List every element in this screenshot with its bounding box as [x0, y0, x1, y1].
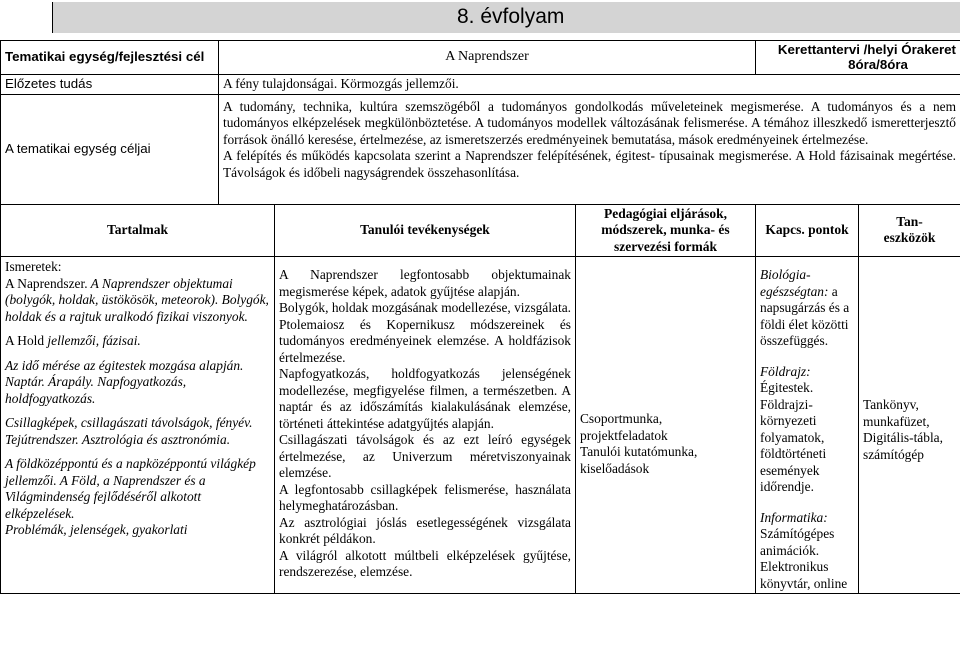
- prior-value: A fény tulajdonságai. Körmozgás jellemzői.: [219, 75, 960, 95]
- content-block-5: A földközéppontú és a napközéppontú világkép jellemzői. A Föld, a Naprendszer és a Világmindenség fejlődéséről alkotott elképzelések.: [5, 456, 256, 521]
- content-block-2-italic: jellemzői, fázisai.: [44, 333, 141, 348]
- activity-2: Bolygók, holdak mozgásának modellezése, vizsgálata. Ptolemaiosz és Kopernikusz módszereinek és tudományos eredményeinek elemzése. A holdfázisok értelmezése.: [279, 300, 571, 365]
- activity-4: Csillagászati távolságok és az ezt leíró egységek értelmezése, az Univerzum méretviszonyainak elemzése.: [279, 432, 571, 480]
- content-block-6: Problémák, jelenségek, gyakorlati: [5, 522, 188, 537]
- content-block-2-plain: A Hold: [5, 333, 45, 348]
- activity-6: Az asztrológiai jóslás esetlegességének vizsgálata konkrét példákon.: [279, 514, 571, 546]
- content-block-1-italic: A Naprendszer objektumai (bolygók, holdak, üstökösök, meteorok). Bolygók, holdak és a rajtuk uralkodó fizikai viszonyok.: [5, 275, 269, 324]
- method-3: Tanulói kutatómunka,: [580, 444, 698, 459]
- prior-row: [1, 75, 960, 95]
- col-methods: Pedagógiai eljárások, módszerek, munka- és szervezési formák: [576, 204, 756, 257]
- col-activities: Tanulói tevékenységek: [275, 204, 576, 257]
- method-1: Csoportmunka,: [580, 411, 663, 426]
- informatics-text: Számítógépes animációk. Elektronikus könyvtár, online: [760, 526, 848, 591]
- goals-value: [219, 94, 960, 204]
- unit-label: Tematikai egység/fejlesztési cél: [1, 41, 219, 75]
- method-4: kiselőadások: [580, 460, 650, 476]
- geography-text: Égitestek. Földrajzi-környezeti folyamatok, földtörténeti események időrendje.: [760, 380, 827, 494]
- activities-cell: [275, 257, 576, 594]
- content-block-2: [5, 333, 270, 350]
- content-block-1: [5, 276, 270, 326]
- content-cell: [1, 257, 275, 594]
- activity-3: Napfogyatkozás, holdfogyatkozás jelenségének modellezése, megfigyelése filmen, a természetben. A naptár és az időszámítás kialakulásának elemzése, történeti áttekintése adatgyűjtés alapján.: [279, 366, 571, 431]
- unit-row: [1, 41, 960, 75]
- goals-row: [1, 94, 960, 204]
- curriculum-table: [0, 40, 960, 594]
- tools-text: Tankönyv, munkafüzet, Digitális-tábla, számítógép: [863, 397, 943, 462]
- col-tools: Tan- eszközök: [859, 204, 960, 257]
- hours-label: Kerettantervi /helyi Órakeret: [777, 42, 956, 57]
- link-biology: [760, 267, 854, 350]
- grade-banner: [52, 2, 960, 33]
- method-2: projektfeladatok: [580, 427, 668, 443]
- grade-title: 8. évfolyam: [457, 5, 565, 28]
- hours-cell: [756, 41, 960, 75]
- biology-text: a napsugárzás és a földi élet közötti összefüggés.: [760, 283, 850, 348]
- informatics-label: Informatika:: [760, 509, 828, 525]
- unit-value: A Naprendszer: [219, 41, 756, 75]
- col-content: Tartalmak: [1, 204, 275, 257]
- goals-paragraph-1: A tudomány, technika, kultúra szemszögéből a tudományos gondolkodás műveleteinek megismerése. A tudományos és a nem tudományos elképzelések megkülönböztetése. A tudományos modellek változásának felismerése. A témához illeszkedő ismeretterjesztő források önálló keresése, értelmezése, az ismeretszerzés eredményeinek bemutatása, mások eredményeinek értelmezése.: [223, 98, 956, 147]
- hours-value: 8óra/8óra: [848, 57, 908, 72]
- col-links: Kapcs. pontok: [756, 204, 859, 257]
- prior-label: Előzetes tudás: [1, 75, 219, 95]
- biology-label: Biológia-egészségtan:: [760, 267, 829, 299]
- activity-7: A világról alkotott múltbeli elképzelések gyűjtése, rendszerezése, elemzése.: [279, 547, 571, 579]
- knowledge-label: Ismeretek:: [5, 259, 62, 274]
- column-header-row: [1, 204, 960, 257]
- tools-cell: [859, 257, 960, 594]
- links-cell: [756, 257, 859, 594]
- goals-paragraph-2: A felépítés és működés kapcsolata szerint a Naprendszer felépítésének, égitest- típusainak megismerése. A Hold fázisainak megértése. Távolságok és időbeli nagyságrendek összehasonlítása.: [223, 148, 956, 180]
- geography-label: Földrajz:: [760, 363, 811, 379]
- content-block-4: Csillagképek, csillagászati távolságok, fényév. Tejútrendszer. Asztrológia és asztronómia.: [5, 415, 253, 447]
- activity-5: A legfontosabb csillagképek felismerése, használata helymeghatározásban.: [279, 481, 571, 513]
- methods-cell: [576, 257, 756, 594]
- body-row: [1, 257, 960, 594]
- content-block-3: Az idő mérése az égitestek mozgása alapján. Naptár. Árapály. Napfogyatkozás, holdfogyatkozás.: [5, 357, 244, 406]
- content-block-1-plain: A Naprendszer.: [5, 275, 88, 291]
- goals-label: A tematikai egység céljai: [1, 94, 219, 204]
- activity-1: A Naprendszer legfontosabb objektumainak megismerése képek, adatok gyűjtése alapján.: [279, 267, 571, 299]
